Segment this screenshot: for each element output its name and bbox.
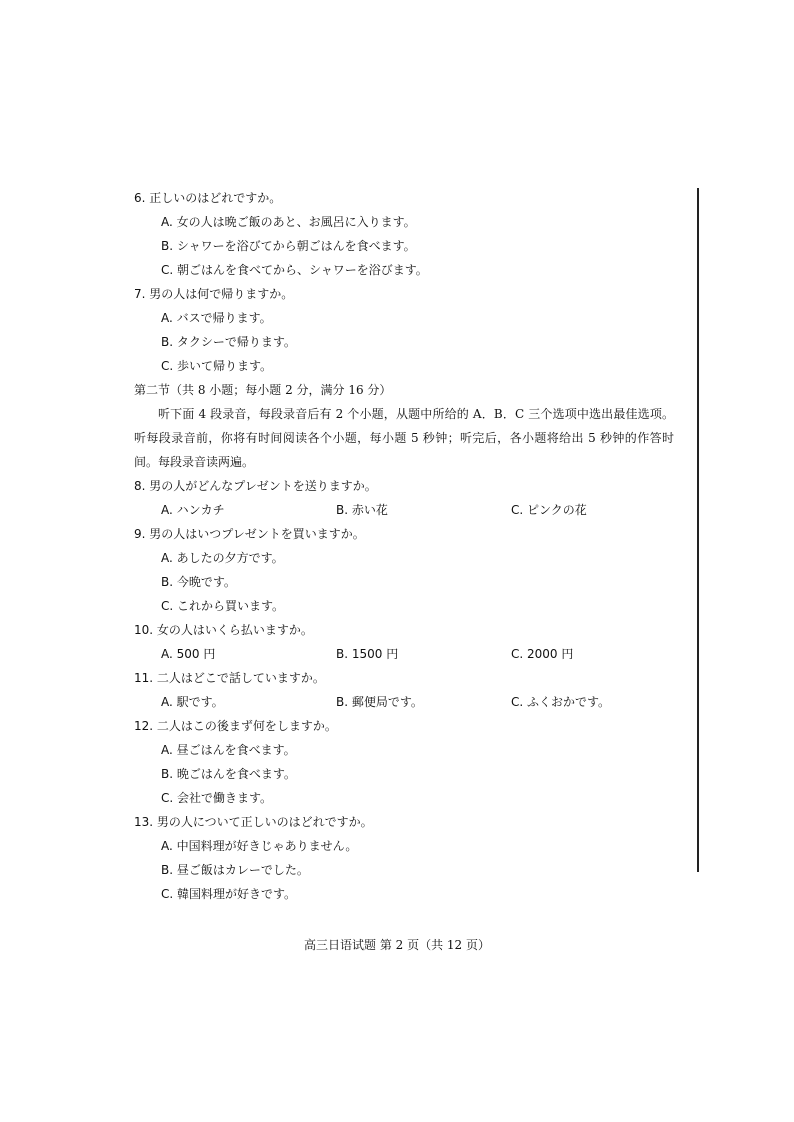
question-12-option-b: B. 晩ごはんを食べます。 xyxy=(161,767,296,781)
question-8-option-a: A. ハンカチ xyxy=(161,503,225,517)
question-10-option-b: B. 1500 円 xyxy=(336,647,399,661)
question-9-option-a: A. あしたの夕方です。 xyxy=(161,551,284,565)
question-11-stem: 11. 二人はどこで話していますか。 xyxy=(134,671,325,685)
question-11-option-a: A. 駅です。 xyxy=(161,695,224,709)
question-7-option-a: A. バスで帰ります。 xyxy=(161,311,272,325)
question-11-option-b: B. 郵便局です。 xyxy=(336,695,423,709)
question-13-option-a: A. 中国料理が好きじゃありません。 xyxy=(161,839,358,853)
question-6-option-b: B. シャワーを浴びてから朝ごはんを食べます。 xyxy=(161,239,416,253)
question-10-option-c: C. 2000 円 xyxy=(511,647,574,661)
question-13-option-c: C. 韓国料理が好きです。 xyxy=(161,887,297,901)
question-8-option-b: B. 赤い花 xyxy=(336,503,388,517)
question-8-options xyxy=(134,498,694,522)
question-10-stem: 10. 女の人はいくら払いますか。 xyxy=(134,623,313,637)
question-12-option-a: A. 昼ごはんを食べます。 xyxy=(161,743,296,757)
section-2-instructions: 听下面 4 段录音，每段录音后有 2 个小题，从题中所给的 A．B．C 三个选项中选出最佳选项。听每段录音前，你将有时间阅读各个小题，每小题 5 秒钟；听完后，各小题将给出 5 秒钟的作答时间。每段录音读两遍。 xyxy=(134,407,674,469)
question-9-option-c: C. これから買います。 xyxy=(161,599,285,613)
question-9-option-b: B. 今晩です。 xyxy=(161,575,236,589)
question-10-option-a: A. 500 円 xyxy=(161,647,216,661)
question-12-stem: 12. 二人はこの後まず何をしますか。 xyxy=(134,719,337,733)
question-10-options xyxy=(134,642,694,666)
question-13-stem: 13. 男の人について正しいのはどれですか。 xyxy=(134,815,373,829)
question-6-option-c: C. 朝ごはんを食べてから、シャワーを浴びます。 xyxy=(161,263,428,277)
section-2-heading: 第二节（共 8 小题；每小题 2 分，满分 16 分） xyxy=(134,383,392,397)
question-7-stem: 7. 男の人は何で帰りますか。 xyxy=(134,287,294,301)
question-13-option-b: B. 昼ご飯はカレーでした。 xyxy=(161,863,309,877)
question-12-option-c: C. 会社で働きます。 xyxy=(161,791,273,805)
question-7-option-c: C. 歩いて帰ります。 xyxy=(161,359,273,373)
question-9-stem: 9. 男の人はいつプレゼントを買いますか。 xyxy=(134,527,365,541)
question-8-stem: 8. 男の人がどんなプレゼントを送りますか。 xyxy=(134,479,377,493)
question-6-stem: 6. 正しいのはどれですか。 xyxy=(134,191,282,205)
question-11-options xyxy=(134,690,694,714)
page-footer: 高三日语试题 第 2 页（共 12 页） xyxy=(304,938,490,952)
question-7-option-b: B. タクシーで帰ります。 xyxy=(161,335,296,349)
question-list xyxy=(134,186,694,906)
question-6-option-a: A. 女の人は晩ご飯のあと、お風呂に入ります。 xyxy=(161,215,416,229)
margin-rule xyxy=(697,188,699,872)
question-8-option-c: C. ピンクの花 xyxy=(511,503,587,517)
question-11-option-c: C. ふくおかです。 xyxy=(511,695,611,709)
